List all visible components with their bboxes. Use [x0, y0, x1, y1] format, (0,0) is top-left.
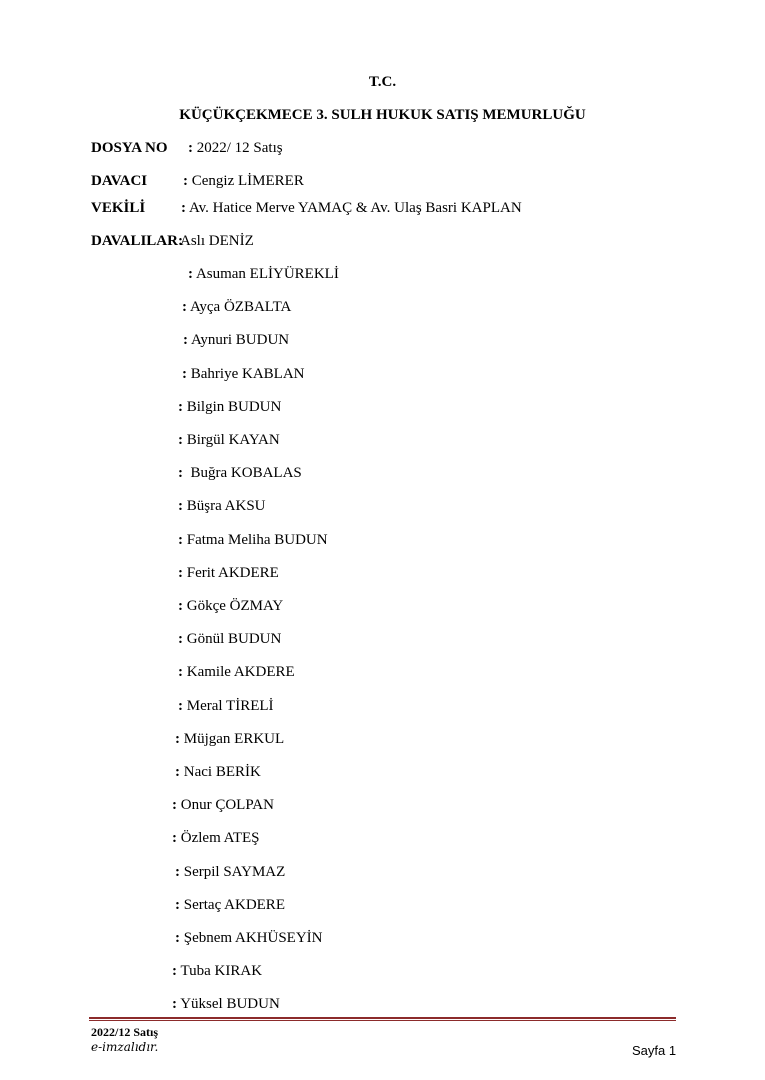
colon: :	[175, 864, 180, 880]
vekili-value: Av. Hatice Merve YAMAÇ & Av. Ulaş Basri KAPLAN	[188, 200, 522, 216]
dosya-no-label: DOSYA NO	[91, 140, 168, 156]
colon: :	[175, 764, 180, 780]
colon: :	[178, 565, 183, 581]
colon: :	[178, 698, 183, 714]
header-tc: T.C.	[368, 74, 397, 90]
colon: :	[181, 200, 186, 216]
defendant-item	[178, 698, 274, 715]
defendant-name: Birgül KAYAN	[186, 432, 280, 448]
defendant-name: Asuman ELİYÜREKLİ	[195, 266, 339, 282]
defendant-item	[188, 266, 339, 283]
defendant-name: Büşra AKSU	[186, 498, 266, 514]
office-title: KÜÇÜKÇEKMECE 3. SULH HUKUK SATIŞ MEMURLUĞU	[179, 107, 586, 123]
defendant-name: Aslı DENİZ	[180, 233, 254, 249]
footer-file-ref: 2022/12 Satış	[91, 1025, 159, 1039]
defendant-name: Şebnem AKHÜSEYİN	[183, 930, 323, 946]
davaci-value: Cengiz LİMERER	[191, 173, 304, 189]
defendant-item	[175, 731, 284, 748]
defendant-name: Ferit AKDERE	[186, 565, 279, 581]
defendant-item	[183, 332, 289, 349]
defendant-item	[175, 897, 285, 914]
footer-signature-note: e-imzalıdır.	[91, 1040, 159, 1054]
colon: :	[183, 332, 188, 348]
defendant-item	[178, 498, 266, 515]
defendant-name: Ayça ÖZBALTA	[189, 299, 292, 315]
colon: :	[175, 930, 180, 946]
defendant-item	[175, 764, 261, 781]
defendant-name: Tuba KIRAK	[180, 963, 263, 979]
colon: :	[178, 598, 183, 614]
colon: :	[172, 797, 177, 813]
defendant-name: Meral TİRELİ	[186, 698, 274, 714]
colon: :	[175, 731, 180, 747]
defendant-item	[175, 864, 285, 881]
colon: :	[188, 140, 193, 156]
defendant-item	[178, 465, 302, 482]
colon: :	[178, 532, 183, 548]
dosya-no-value-row	[188, 140, 283, 157]
colon: :	[178, 664, 183, 680]
defendant-name: Bilgin BUDUN	[186, 399, 282, 415]
defendant-item	[178, 631, 281, 648]
defendant-name: Kamile AKDERE	[186, 664, 295, 680]
defendant-name: Gökçe ÖZMAY	[186, 598, 284, 614]
colon: :	[178, 498, 183, 514]
defendant-item	[178, 565, 279, 582]
defendant-name: Aynuri BUDUN	[190, 332, 290, 348]
colon: :	[178, 399, 183, 415]
defendant-item	[178, 399, 281, 416]
vekili-label: VEKİLİ	[91, 200, 146, 216]
defendant-item	[172, 830, 260, 847]
colon: :	[178, 631, 183, 647]
defendant-item	[178, 432, 280, 449]
defendant-name: Serpil SAYMAZ	[183, 864, 286, 880]
defendant-name: Bahriye KABLAN	[190, 366, 305, 382]
colon: :	[178, 432, 183, 448]
footer-rule-thin	[89, 1020, 676, 1021]
colon: :	[182, 299, 187, 315]
colon: :	[172, 830, 177, 846]
defendant-item	[172, 996, 280, 1013]
defendant-name: Onur ÇOLPAN	[180, 797, 274, 813]
davalilar-label: DAVALILAR:	[91, 233, 183, 249]
defendant-item	[182, 366, 304, 383]
colon: :	[178, 465, 183, 481]
colon: :	[172, 996, 177, 1012]
defendant-item	[178, 664, 295, 681]
defendant-name: Özlem ATEŞ	[180, 830, 260, 846]
colon: :	[175, 897, 180, 913]
footer-left	[91, 1025, 158, 1055]
defendant-name: Naci BERİK	[183, 764, 261, 780]
colon: :	[172, 963, 177, 979]
defendant-name: Buğra KOBALAS	[190, 465, 302, 481]
defendant-item	[172, 797, 274, 814]
defendant-name: Yüksel BUDUN	[180, 996, 280, 1012]
defendant-name: Sertaç AKDERE	[183, 897, 285, 913]
defendant-name: Fatma Meliha BUDUN	[186, 532, 328, 548]
vekili-value-row	[181, 200, 522, 217]
defendant-name: Gönül BUDUN	[186, 631, 282, 647]
defendant-item	[180, 233, 254, 250]
footer-rule	[89, 1017, 676, 1019]
colon: :	[183, 173, 188, 189]
colon: :	[182, 366, 187, 382]
davaci-value-row	[183, 173, 304, 190]
davaci-label: DAVACI	[91, 173, 148, 189]
defendant-item	[178, 532, 328, 549]
defendant-item	[172, 963, 262, 980]
defendant-item	[178, 598, 283, 615]
defendant-item	[182, 299, 291, 316]
defendant-name: Müjgan ERKUL	[183, 731, 285, 747]
colon: :	[188, 266, 193, 282]
dosya-no-value: 2022/ 12 Satış	[196, 140, 283, 156]
page-number: Sayfa 1	[632, 1043, 677, 1058]
defendant-item	[175, 930, 323, 947]
